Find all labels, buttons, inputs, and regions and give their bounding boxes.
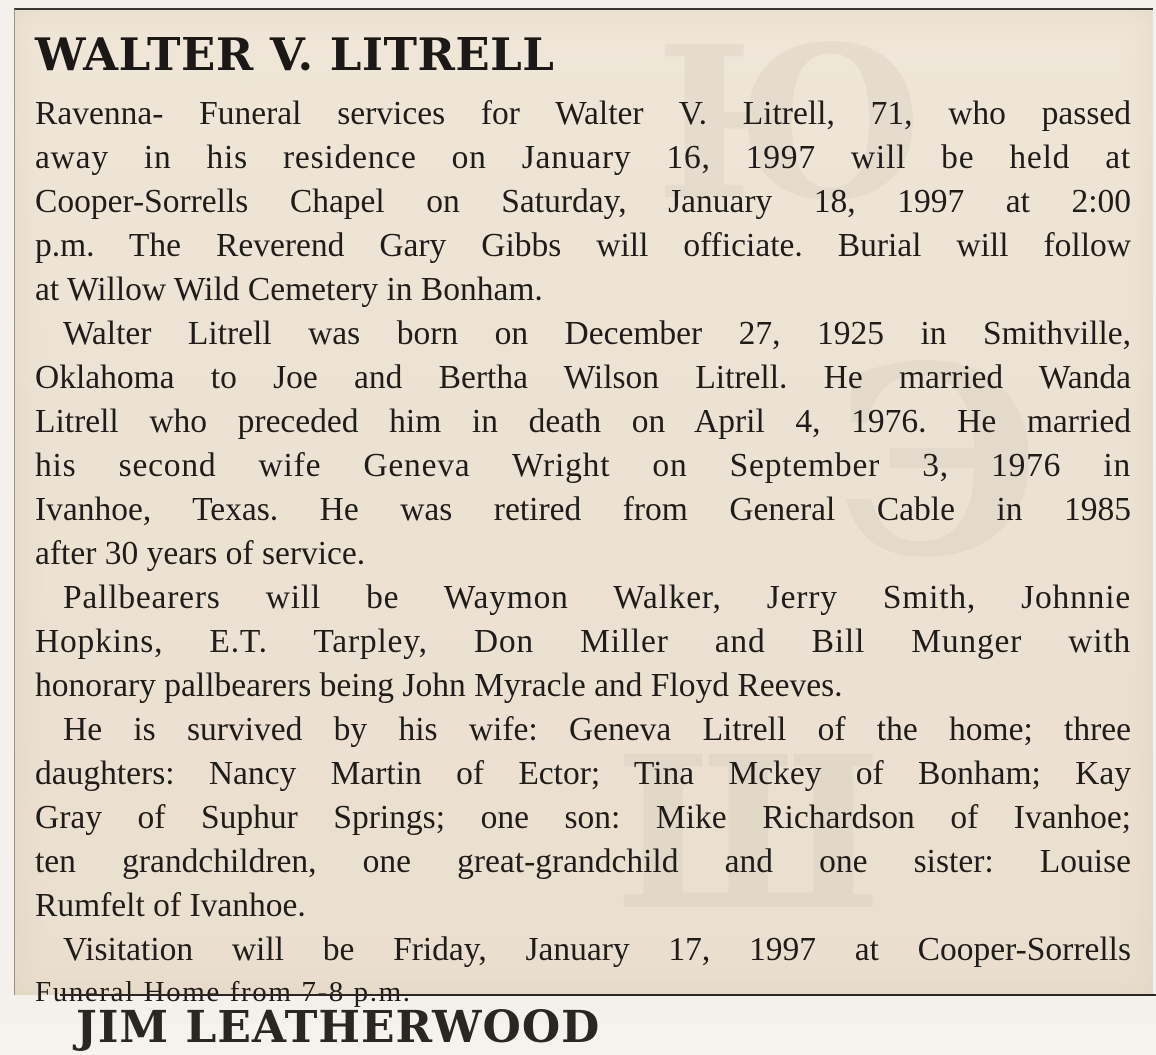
obituary-text-line: Pallbearers will be Waymon Walker, Jerry Smith, Johnnie bbox=[63, 579, 1131, 616]
obituary-text-line: Cooper-Sorrells Chapel on Saturday, January 18, 1997 at 2:00 bbox=[35, 183, 1131, 220]
obituary-text-line: daughters: Nancy Martin of Ector; Tina Mckey of Bonham; Kay bbox=[35, 755, 1131, 792]
bleed-through-texture: Ю bbox=[655, 0, 932, 247]
obituary-text-line: Rumfelt of Ivanhoe. bbox=[35, 887, 306, 924]
bleed-through-texture: Ш bbox=[615, 710, 888, 957]
obituary-headline: WALTER V. LITRELL bbox=[35, 28, 555, 81]
obituary-text-line: his second wife Geneva Wright on September 3, 1976 in bbox=[35, 447, 1131, 484]
obituary-text-line: at Willow Wild Cemetery in Bonham. bbox=[35, 271, 543, 308]
obituary-text-line: honorary pallbearers being John Myracle and Floyd Reeves. bbox=[35, 667, 843, 704]
obituary-text-line: Funeral Home from 7-8 p.m. bbox=[35, 976, 412, 1008]
obituary-text-line: after 30 years of service. bbox=[35, 535, 366, 572]
obituary-text-line: He is survived by his wife: Geneva Litrell of the home; three bbox=[63, 711, 1131, 748]
obituary-text-line: Hopkins, E.T. Tarpley, Don Miller and Bill Munger with bbox=[35, 623, 1131, 660]
obituary-text-line: Gray of Suphur Springs; one son: Mike Richardson of Ivanhoe; bbox=[35, 799, 1131, 836]
next-obituary-headline-fragment: JIM LEATHERWOOD bbox=[76, 1002, 601, 1053]
column-divider-rule bbox=[60, 994, 1156, 996]
bleed-through-texture: Э bbox=[835, 310, 1048, 615]
obituary-text-line: Visitation will be Friday, January 17, 1997 at Cooper-Sorrells bbox=[63, 931, 1131, 968]
obituary-text-line: Ravenna- Funeral services for Walter V. Litrell, 71, who passed bbox=[35, 95, 1131, 132]
obituary-text-line: Oklahoma to Joe and Bertha Wilson Litrell. He married Wanda bbox=[35, 359, 1131, 396]
obituary-text-line: away in his residence on January 16, 1997 will be held at bbox=[35, 139, 1131, 176]
obituary-text-line: Walter Litrell was born on December 27, 1925 in Smithville, bbox=[63, 315, 1131, 352]
obituary-text-line: Ivanhoe, Texas. He was retired from General Cable in 1985 bbox=[35, 491, 1131, 528]
obituary-clipping bbox=[14, 0, 1153, 1008]
obituary-text-line: ten grandchildren, one great-grandchild and one sister: Louise bbox=[35, 843, 1131, 880]
obituary-text-line: p.m. The Reverend Gary Gibbs will officiate. Burial will follow bbox=[35, 227, 1131, 264]
obituary-text-line: Litrell who preceded him in death on April 4, 1976. He married bbox=[35, 403, 1131, 440]
